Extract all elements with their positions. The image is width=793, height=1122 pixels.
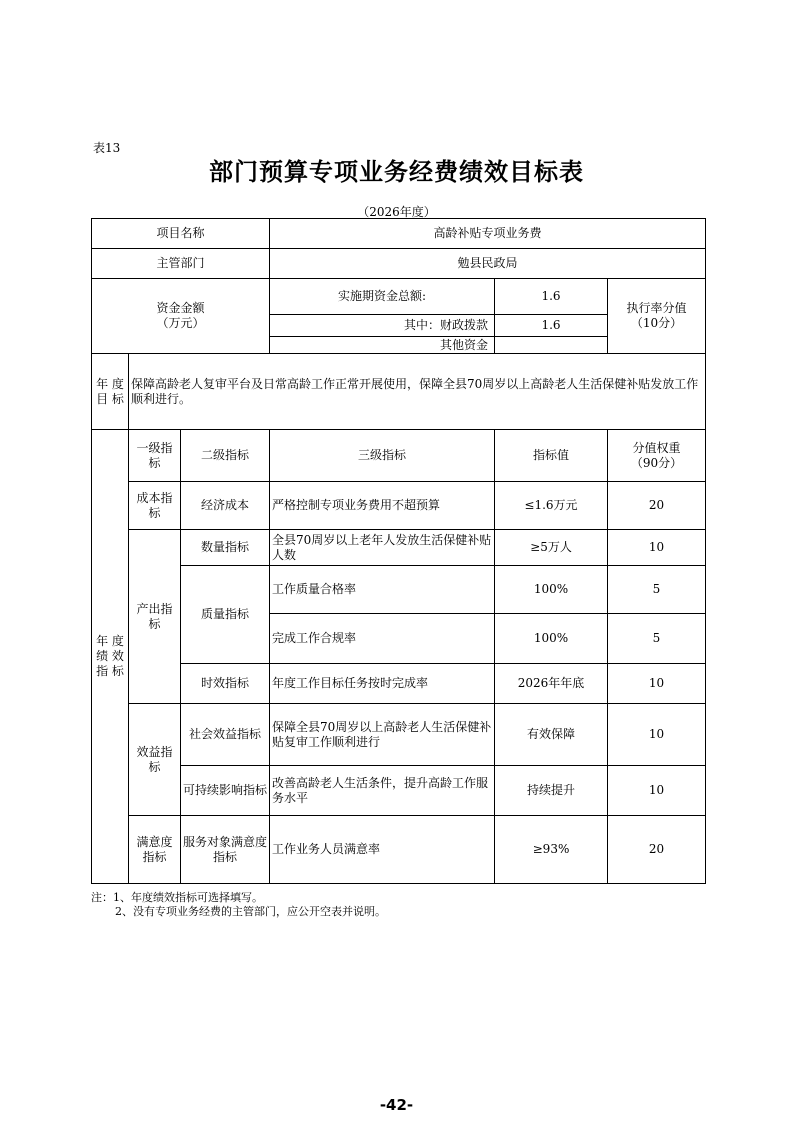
- level2-cell: 时效指标: [181, 664, 270, 704]
- page-number: -42-: [379, 1096, 414, 1114]
- level1-cell: 满意度指标: [129, 816, 181, 884]
- footnote-2: 2、没有专项业务经费的主管部门，应公开空表并说明。: [115, 905, 386, 918]
- level1-cell: 效益指标: [129, 704, 181, 816]
- indicators-side-b: 绩 效: [96, 649, 124, 663]
- value-cell: 持续提升: [495, 766, 608, 816]
- level3-cell: 工作业务人员满意率: [270, 816, 495, 884]
- annual-goal-label-a: 年 度: [96, 376, 124, 391]
- page-title: 部门预算专项业务经费绩效目标表: [209, 158, 584, 186]
- table-row: [92, 664, 706, 704]
- weight-cell: 5: [608, 614, 706, 664]
- value-cell: 2026年年底: [495, 664, 608, 704]
- header-level1: 一级指标: [129, 430, 181, 482]
- weight-cell: 20: [608, 816, 706, 884]
- level3-cell: 工作质量合格率: [270, 566, 495, 614]
- value-cell: 有效保障: [495, 704, 608, 766]
- level1-cell: 成本指标: [129, 482, 181, 530]
- level3-cell: 完成工作合规率: [270, 614, 495, 664]
- value-cell: 100%: [495, 566, 608, 614]
- level3-cell: 保障全县70周岁以上高龄老人生活保健补贴复审工作顺利进行: [270, 704, 495, 766]
- footnote-1: 注：1、年度绩效指标可选择填写。: [91, 891, 263, 904]
- table-row: [92, 704, 706, 766]
- project-name-value: 高龄补贴专项业务费: [270, 219, 706, 249]
- annual-goal-text: 保障高龄老人复审平台及日常高龄工作正常开展使用，保障全县70周岁以上高龄老人生活保健补贴发放工作顺利进行。: [129, 354, 706, 430]
- project-name-label: 项目名称: [92, 219, 270, 249]
- footnotes: [91, 891, 386, 919]
- level1-cell: 产出指标: [129, 530, 181, 704]
- level2-cell: 质量指标: [181, 566, 270, 664]
- table-row: [92, 816, 706, 884]
- level3-cell: 年度工作目标任务按时完成率: [270, 664, 495, 704]
- level3-cell: 改善高龄老人生活条件，提升高龄工作服务水平: [270, 766, 495, 816]
- funds-label-line1: 资金金额: [156, 301, 205, 315]
- year-label: （2026年度）: [357, 205, 436, 219]
- fiscal-funds-value: 1.6: [495, 315, 608, 337]
- weight-cell: 10: [608, 704, 706, 766]
- dept-value: 勉县民政局: [270, 249, 706, 279]
- execution-rate-line1: 执行率分值: [626, 301, 687, 315]
- level2-cell: 社会效益指标: [181, 704, 270, 766]
- value-cell: ≤1.6万元: [495, 482, 608, 530]
- performance-table: [91, 218, 706, 884]
- value-cell: 100%: [495, 614, 608, 664]
- weight-cell: 5: [608, 566, 706, 614]
- total-funds-value: 1.6: [495, 279, 608, 315]
- annual-goal-label: [92, 354, 129, 430]
- fiscal-funds-label: 其中：财政拨款: [270, 315, 495, 337]
- other-funds-label: 其他资金: [270, 337, 495, 354]
- table-row: [92, 566, 706, 614]
- level2-cell: 服务对象满意度指标: [181, 816, 270, 884]
- weight-cell: 10: [608, 766, 706, 816]
- level3-cell: 严格控制专项业务费用不超预算: [270, 482, 495, 530]
- dept-label: 主管部门: [92, 249, 270, 279]
- weight-cell: 10: [608, 664, 706, 704]
- funds-label: [92, 279, 270, 354]
- header-level3: 三级指标: [270, 430, 495, 482]
- table-row: [92, 766, 706, 816]
- header-weight: [608, 430, 706, 482]
- funds-label-line2: （万元）: [156, 316, 205, 330]
- other-funds-value: [495, 337, 608, 354]
- level2-cell: 经济成本: [181, 482, 270, 530]
- header-weight-line2: （90分）: [630, 455, 683, 470]
- value-cell: ≥5万人: [495, 530, 608, 566]
- annual-goal-label-b: 目 标: [96, 391, 124, 406]
- execution-rate-line2: （10分）: [630, 316, 683, 330]
- total-funds-label: 实施期资金总额:: [270, 279, 495, 315]
- header-weight-line1: 分值权重: [632, 440, 681, 455]
- table-number: 表13: [93, 141, 121, 155]
- table-row: [92, 482, 706, 530]
- value-cell: ≥93%: [495, 816, 608, 884]
- level2-cell: 可持续影响指标: [181, 766, 270, 816]
- header-level2: 二级指标: [181, 430, 270, 482]
- weight-cell: 20: [608, 482, 706, 530]
- table-row: [92, 530, 706, 566]
- execution-rate: [608, 279, 706, 354]
- indicators-side-label: [92, 430, 129, 884]
- level3-cell: 全县70周岁以上老年人发放生活保健补贴人数: [270, 530, 495, 566]
- indicators-side-c: 指 标: [96, 664, 124, 678]
- weight-cell: 10: [608, 530, 706, 566]
- header-value: 指标值: [495, 430, 608, 482]
- indicators-side-a: 年 度: [96, 634, 124, 648]
- level2-cell: 数量指标: [181, 530, 270, 566]
